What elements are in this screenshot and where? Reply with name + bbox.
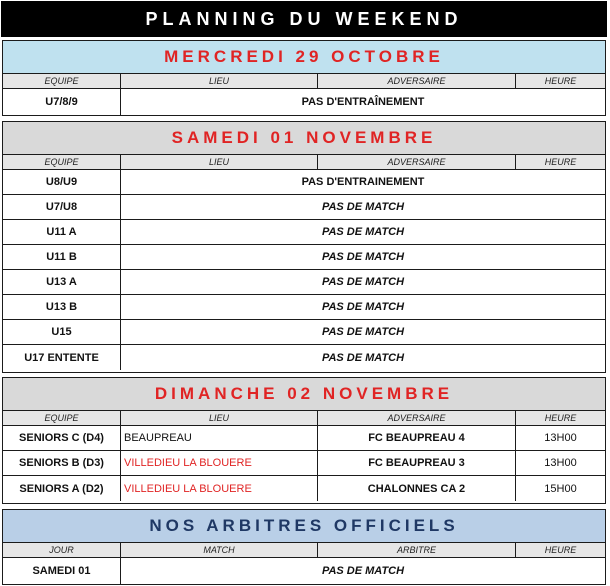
status-cell: PAS D'ENTRAINEMENT [301, 176, 425, 188]
col-heure: HEURE [544, 76, 577, 86]
col-adversaire: ADVERSAIRE [318, 155, 516, 169]
status-cell: PAS DE MATCH [321, 565, 405, 577]
opponent-cell: CHALONNES CA 2 [318, 476, 516, 501]
status-cell: PAS DE MATCH [321, 226, 405, 238]
team-cell: U17 ENTENTE [3, 345, 121, 370]
table-row [3, 426, 605, 451]
table-row [3, 451, 605, 476]
col-heure: HEURE [544, 545, 577, 555]
team-cell: U15 [3, 320, 121, 344]
col-equipe: EQUIPE [3, 155, 121, 169]
table-row [3, 345, 605, 370]
page-title: PLANNING DU WEEKEND [1, 1, 607, 37]
team-cell: U7/8/9 [3, 89, 121, 115]
column-header-row [3, 74, 605, 89]
status-cell: PAS DE MATCH [321, 276, 405, 288]
column-header-row [3, 155, 605, 170]
table-row [3, 170, 605, 195]
time-cell: 15H00 [544, 482, 577, 495]
table-row [3, 245, 605, 270]
status-cell: PAS DE MATCH [321, 351, 405, 364]
col-lieu: LIEU [121, 411, 318, 425]
team-cell: U8/U9 [3, 170, 121, 194]
status-cell: PAS DE MATCH [321, 301, 405, 313]
status-cell: PAS D'ENTRAÎNEMENT [301, 96, 425, 108]
table-row [3, 476, 605, 501]
table-row [3, 295, 605, 320]
col-lieu: LIEU [121, 155, 318, 169]
section-mercredi [2, 40, 606, 116]
status-cell: PAS DE MATCH [321, 326, 405, 338]
table-row [3, 320, 605, 345]
col-lieu: LIEU [121, 74, 318, 88]
time-cell: 13H00 [544, 457, 577, 469]
col-match: MATCH [121, 543, 318, 557]
place-cell: VILLEDIEU LA BLOUERE [121, 476, 318, 501]
table-row [3, 270, 605, 295]
opponent-cell: FC BEAUPREAU 4 [318, 426, 516, 450]
place-cell: VILLEDIEU LA BLOUERE [121, 451, 318, 475]
day-cell: SAMEDI 01 [3, 558, 121, 584]
col-heure: HEURE [544, 413, 577, 423]
status-cell: PAS DE MATCH [321, 201, 405, 213]
col-adversaire: ADVERSAIRE [318, 74, 516, 88]
col-adversaire: ADVERSAIRE [318, 411, 516, 425]
team-cell: SENIORS A (D2) [3, 476, 121, 501]
section-heading: SAMEDI 01 NOVEMBRE [3, 122, 605, 155]
column-header-row [3, 543, 605, 558]
section-heading: NOS ARBITRES OFFICIELS [3, 510, 605, 543]
col-equipe: EQUIPE [3, 74, 121, 88]
section-dimanche [2, 377, 606, 504]
section-arbitres [2, 509, 606, 585]
section-heading: DIMANCHE 02 NOVEMBRE [3, 378, 605, 411]
team-cell: SENIORS B (D3) [3, 451, 121, 475]
table-row [3, 195, 605, 220]
section-samedi [2, 121, 606, 373]
team-cell: U13 B [3, 295, 121, 319]
team-cell: U11 B [3, 245, 121, 269]
table-row [3, 558, 605, 584]
team-cell: U11 A [3, 220, 121, 244]
team-cell: U7/U8 [3, 195, 121, 219]
table-row [3, 220, 605, 245]
col-jour: JOUR [3, 543, 121, 557]
table-row [3, 89, 605, 115]
opponent-cell: FC BEAUPREAU 3 [318, 451, 516, 475]
section-heading: MERCREDI 29 OCTOBRE [3, 41, 605, 74]
col-heure: HEURE [544, 157, 577, 167]
column-header-row [3, 411, 605, 426]
status-cell: PAS DE MATCH [321, 251, 405, 263]
time-cell: 13H00 [544, 432, 577, 444]
team-cell: U13 A [3, 270, 121, 294]
col-equipe: EQUIPE [3, 411, 121, 425]
place-cell: BEAUPREAU [121, 426, 318, 450]
col-arbitre: ARBITRE [318, 543, 516, 557]
team-cell: SENIORS C (D4) [3, 426, 121, 450]
